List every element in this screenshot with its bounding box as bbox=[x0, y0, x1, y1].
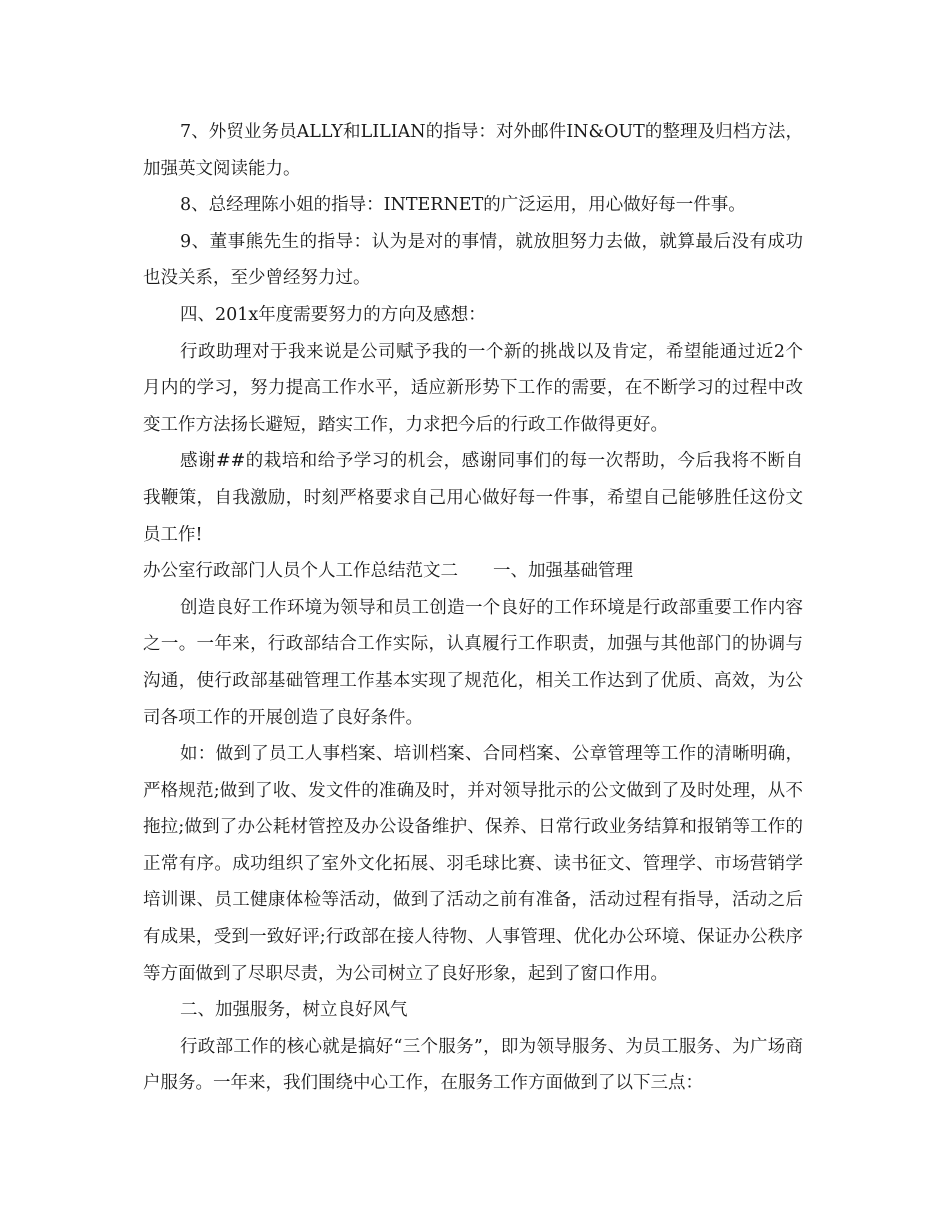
paragraph: 如：做到了员工人事档案、培训档案、合同档案、公章管理等工作的清晰明确，严格规范;做到了收、发文件的准确及时，并对领导批示的公文做到了及时处理，从不拖拉;做到了办公耗材管控及办公设备维护、保养、日常行政业务结算和报销等工作的正常有序。成功组织了室外文化拓展、羽毛球比赛、读书征文、管理学、市场营销学培训课、员工健康体检等活动，做到了活动之前有准备，活动过程有指导，活动之后有成果，受到一致好评;行政部在接人待物、人事管理、优化办公环境、保证办公秩序等方面做到了尽职尽责，为公司树立了良好形象，起到了窗口作用。 bbox=[143, 744, 803, 984]
document-title-heading: 办公室行政部门人员个人工作总结范文二 一、加强基础管理 bbox=[143, 561, 633, 582]
paragraph: 9、董事熊先生的指导：认为是对的事情，就放胆努力去做，就算最后没有成功也没关系，至少曾经努力过。 bbox=[143, 231, 803, 289]
section-heading: 二、加强服务，树立良好风气 bbox=[180, 1000, 408, 1021]
paragraph: 行政助理对于我来说是公司赋予我的一个新的挑战以及肯定，希望能通过近2个月内的学习，努力提高工作水平，适应新形势下工作的需要，在不断学习的过程中改变工作方法扬长避短，踏实工作，力求把今后的行政工作做得更好。 bbox=[143, 341, 803, 435]
paragraph: 创造良好工作环境为领导和员工创造一个良好的工作环境是行政部重要工作内容之一。一年来，行政部结合工作实际，认真履行工作职责，加强与其他部门的协调与沟通，使行政部基础管理工作基本实现了规范化，相关工作达到了优质、高效，为公司各项工作的开展创造了良好条件。 bbox=[143, 597, 803, 728]
paragraph: 行政部工作的核心就是搞好“三个服务”，即为领导服务、为员工服务、为广场商户服务。一年来，我们围绕中心工作，在服务工作方面做到了以下三点： bbox=[143, 1036, 803, 1094]
paragraph: 8、总经理陈小姐的指导：INTERNET的广泛运用，用心做好每一件事。 bbox=[180, 195, 746, 216]
section-heading: 四、201x年度需要努力的方向及感想： bbox=[180, 304, 486, 325]
paragraph: 7、外贸业务员ALLY和LILIAN的指导：对外邮件IN&OUT的整理及归档方法，加强英文阅读能力。 bbox=[143, 122, 803, 179]
paragraph: 感谢##的栽培和给予学习的机会，感谢同事们的每一次帮助，今后我将不断自我鞭策，自我激励，时刻严格要求自己用心做好每一件事，希望自己能够胜任这份文员工作! bbox=[143, 451, 803, 545]
document-body bbox=[143, 114, 803, 1102]
